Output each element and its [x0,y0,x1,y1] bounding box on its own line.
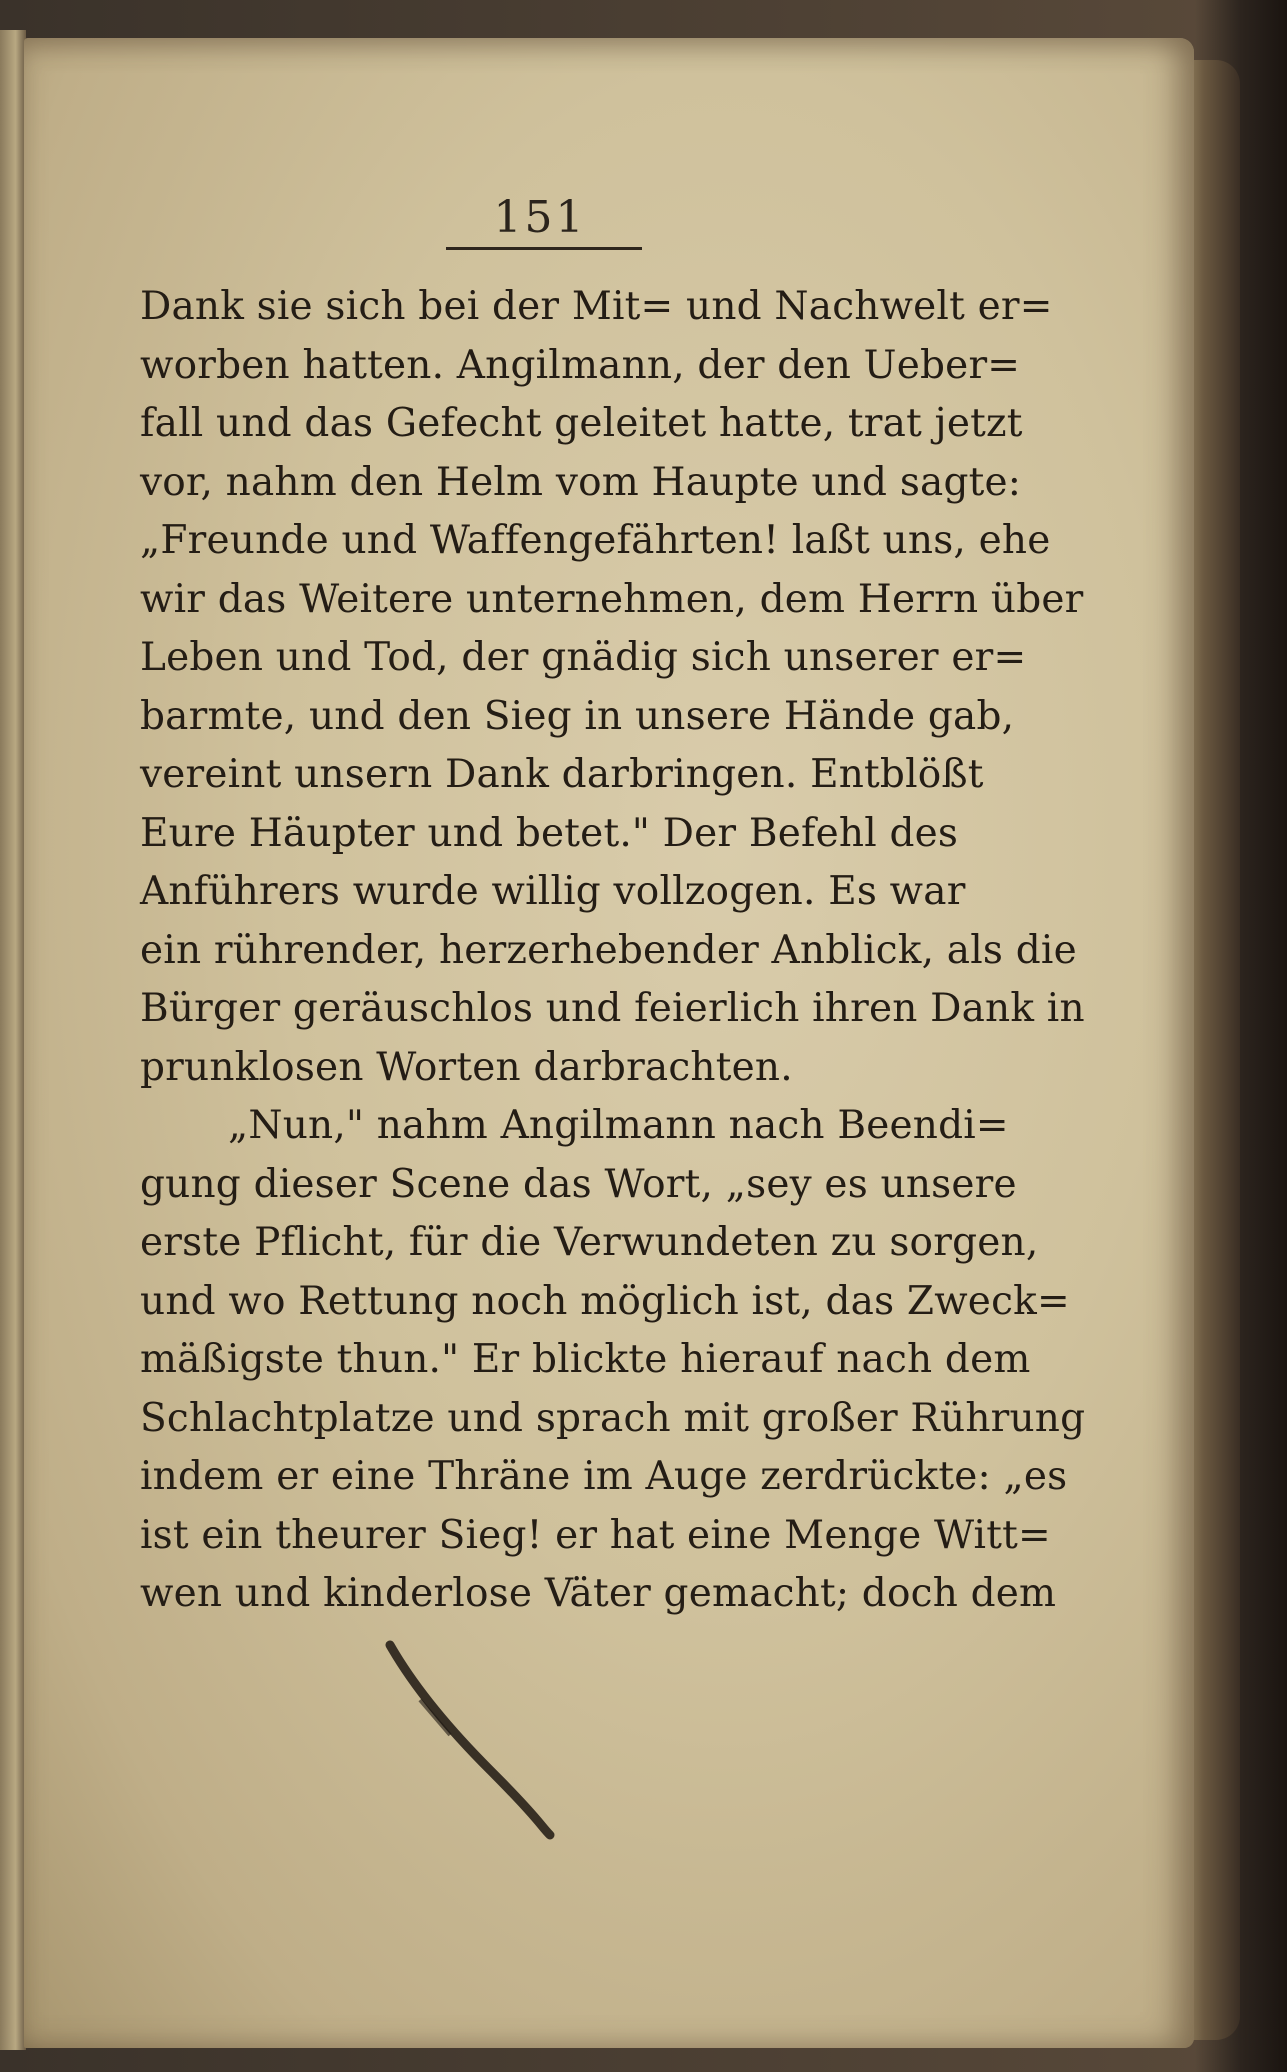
text-line: Dank sie sich bei der Mit= und Nachwelt er= [140,284,1053,329]
text-line: „Freunde und Waffengefährten! laßt uns, ehe [140,518,1051,563]
text-line: fall und das Gefecht geleitet hatte, trat jetzt [140,401,1023,446]
text-line: vereint unsern Dank darbringen. Entblößt [140,752,984,797]
header-rule [446,247,642,250]
text-line: barmte, und den Sieg in unsere Hände gab, [140,693,1015,739]
text-line: ein rührender, herzerhebender Anblick, als die [140,927,1077,973]
text-line: und wo Rettung noch möglich ist, das Zweck= [140,1278,1070,1324]
page-number: 151 [493,192,587,243]
text-line: mäßigste thun." Er blickte hierauf nach dem [140,1337,1031,1382]
text-line: Bürger geräuschlos und feierlich ihren Dank in [140,986,1085,1031]
text-line: indem er eine Thräne im Auge zerdrückte: „es [140,1454,1068,1499]
text-line: Leben und Tod, der gnädig sich unserer er= [140,635,1027,680]
paragraph-start-line: „Nun," nahm Angilmann nach Beendi= [228,1103,1009,1148]
paragraph-end-line: prunklosen Worten darbrachten. [140,1044,793,1090]
text-line: wir das Weitere unternehmen, dem Herrn über [140,576,1084,622]
facing-page-edge [0,30,26,2050]
text-line: wen und kinderlose Väter gemacht; doch dem [140,1571,1057,1616]
text-line: Anführers wurde willig vollzogen. Es war [140,869,966,914]
ink-scratch-mark [380,1640,560,1840]
text-line: gung dieser Scene das Wort, „sey es unsere [140,1161,1017,1207]
text-line: worben hatten. Angilmann, der den Ueber= [140,342,1021,388]
text-line: erste Pflicht, für die Verwundeten zu sorgen, [140,1220,1039,1265]
text-line: ist ein theurer Sieg! er hat eine Menge Witt= [140,1512,1051,1558]
text-line: Schlachtplatze und sprach mit großer Rührung [140,1395,1086,1441]
body-text [140,278,1086,1624]
text-line: Eure Häupter und betet." Der Befehl des [140,810,959,856]
text-line: vor, nahm den Helm vom Haupte und sagte: [140,459,1022,505]
